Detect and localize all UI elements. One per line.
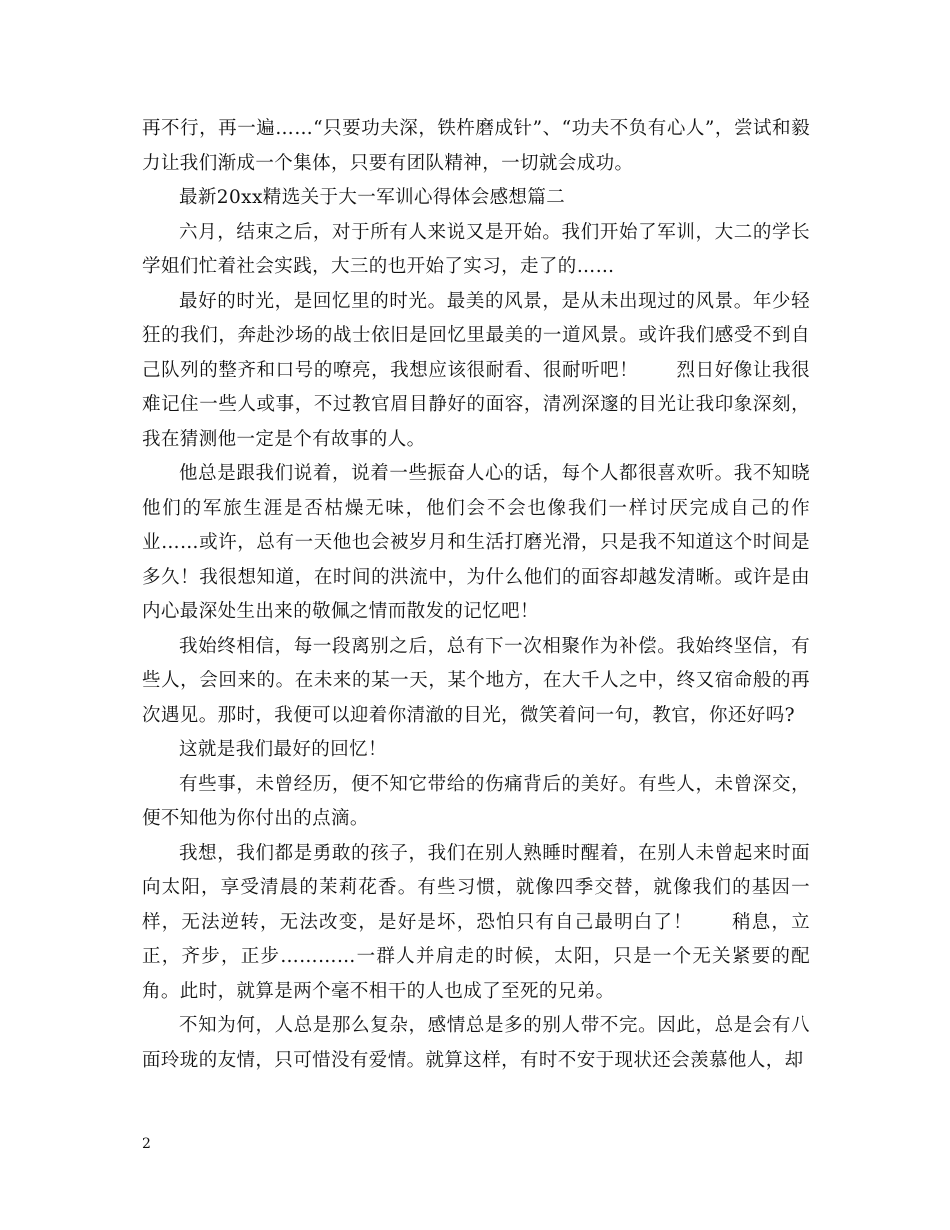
paragraph: 有些事，未曾经历，便不知它带给的伤痛背后的美好。有些人，未曾深交，便不知他为你付出的点滴。	[142, 773, 810, 829]
paragraph: 再不行，再一遍……“只要功夫深，铁杵磨成针”、“功夫不负有心人”，尝试和毅力让我们渐成一个集体，只要有团队精神，一切就会成功。	[142, 118, 810, 174]
paragraph: 六月，结束之后，对于所有人来说又是开始。我们开始了军训，大二的学长学姐们忙着社会实践，大三的也开始了实习，走了的……	[142, 221, 810, 277]
page-number: 2	[142, 1136, 151, 1152]
paragraph: 这就是我们最好的回忆！	[179, 739, 387, 760]
paragraph: 不知为何，人总是那么复杂，感情总是多的别人带不完。因此，总是会有八面玲珑的友情，只可惜没有爱情。就算这样，有时不安于现状还会羡慕他人，却	[142, 1015, 810, 1071]
section-heading: 最新20xx精选关于大一军训心得体会感想篇二	[179, 187, 566, 208]
document-body	[142, 112, 810, 1078]
paragraph: 最好的时光，是回忆里的时光。最美的风景，是从未出现过的风景。年少轻狂的我们，奔赴沙场的战士依旧是回忆里最美的一道风景。或许我们感受不到自己队列的整齐和口号的嘹亮，我想应该很耐看、很耐听吧！ 烈日好像让我很难记住一些人或事，不过教官眉目静好的面容，清冽深邃的目光让我印象深刻，我在猜测他一定是个有故事的人。	[142, 290, 810, 450]
paragraph: 他总是跟我们说着，说着一些振奋人心的话，每个人都很喜欢听。我不知晓他们的军旅生涯是否枯燥无味，他们会不会也像我们一样讨厌完成自己的作业……或许，总有一天他也会被岁月和生活打磨光滑，只是我不知道这个时间是多久！我很想知道，在时间的洪流中，为什么他们的面容却越发清晰。或许是由内心最深处生出来的敬佩之情而散发的记忆吧！	[142, 463, 810, 622]
paragraph: 我始终相信，每一段离别之后，总有下一次相聚作为补偿。我始终坚信，有些人，会回来的。在未来的某一天，某个地方，在大千人之中，终又宿命般的再次遇见。那时，我便可以迎着你清澈的目光，微笑着问一句，教官，你还好吗?	[142, 635, 810, 726]
paragraph: 我想，我们都是勇敢的孩子，我们在别人熟睡时醒着，在别人未曾起来时面向太阳，享受清晨的茉莉花香。有些习惯，就像四季交替，就像我们的基因一样，无法逆转，无法改变，是好是坏，恐怕只有自己最明白了！ 稍息，立正，齐步，正步…………一群人并肩走的时候，太阳，只是一个无关紧要的配角。此时，就算是两个毫不相干的人也成了至死的兄弟。	[142, 842, 810, 1002]
